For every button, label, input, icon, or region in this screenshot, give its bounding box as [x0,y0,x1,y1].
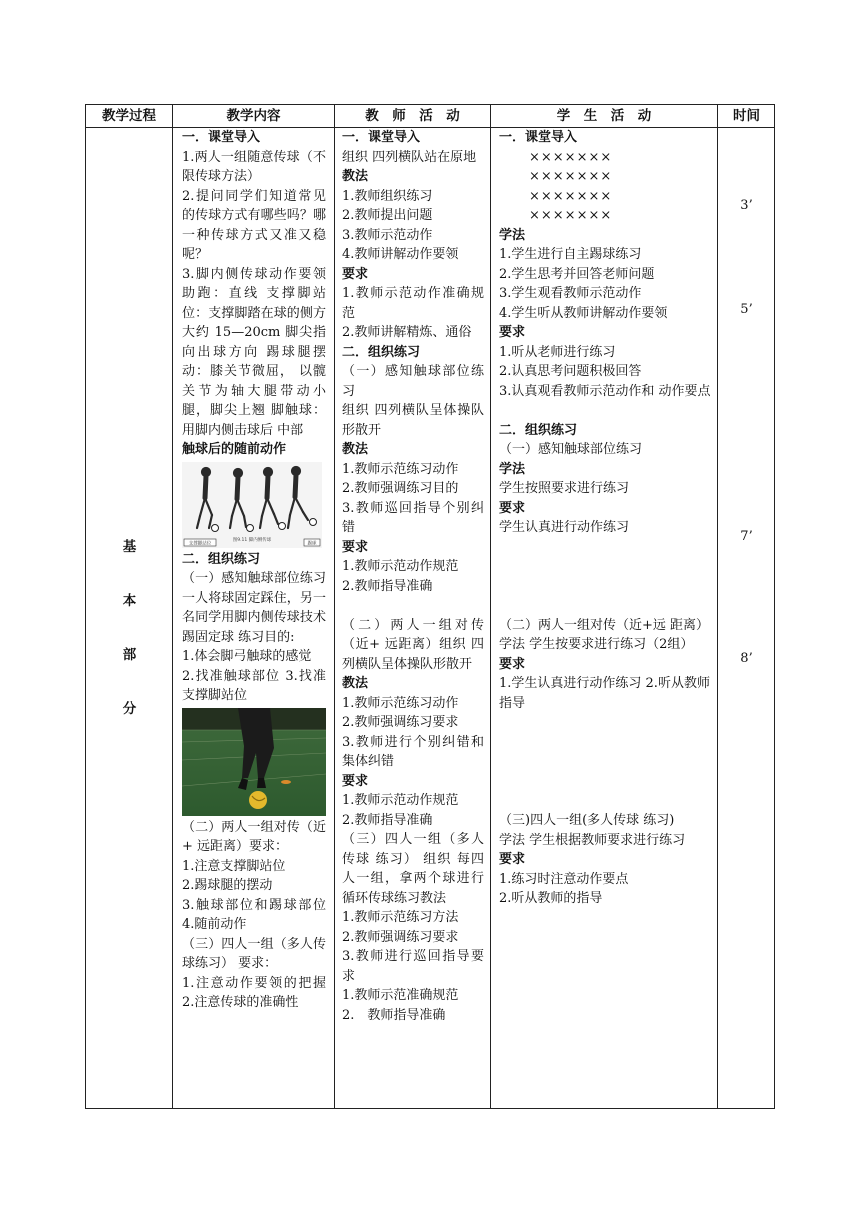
teacher-subheading: 要求 [342,266,369,282]
teacher-subheading: 教法 [342,169,369,184]
section-label-char: 基 [122,539,137,555]
teacher-subheading: 教法 [342,676,369,691]
student-column [499,128,711,909]
teacher-line: （一）感知触球部位练习 [342,364,484,399]
passing-sequence-figure [182,462,322,548]
teacher-line: 1.教师示范动作准确规范 [342,286,484,321]
student-subheading: 学法 [499,227,526,243]
teacher-line: 1.教师示范练习动作 [342,461,459,477]
formation-row: ××××××× [529,169,613,184]
teacher-line: 3.教师巡回指导个别纠错 [342,500,484,535]
teacher-line: 1.教师示范动作规范 [342,793,459,808]
student-line: 学法 学生根据教师要求进行练习 [499,832,686,848]
formation-row: ××××××× [529,188,613,204]
time-value: 7’ [740,529,753,544]
content-line: （一）感知触球部位练习 一人将球固定踩住，另一 名同学用脚内侧传球技术 踢固定球 练习目的: [182,571,326,645]
student-line: 3.认真观看教师示范动作和 动作要点 [499,383,711,399]
teacher-line: 3.教师进行个别纠错和集体纠错 [342,734,484,769]
teacher-line: 3.教师进行巡回指导要求 [342,949,484,984]
figure-caption: 图9.11 脚内侧传球 [232,537,272,543]
content-line: 2.找准触球部位 3.找准支撑脚站位 [182,668,326,703]
student-line: 1.学生进行自主踢球练习 [499,247,642,262]
teacher-line: 1.教师示范准确规范 [342,988,459,1003]
header-teacher: 教 师 活 动 [365,108,460,124]
teacher-line: 2.教师强调练习要求 [342,715,459,730]
header-student: 学 生 活 动 [556,108,652,124]
student-line: （二）两人一组对传（近+远 距离） [499,617,710,633]
teacher-subheading: 要求 [342,539,369,555]
content-heading: 一．课堂导入 [182,130,261,145]
teacher-line: 3.教师示范动作 [342,227,433,243]
figure-tag-left: 支撑脚站位 [188,541,212,546]
time-value: 3’ [740,198,753,213]
content-line: 2.踢球腿的摆动 [182,878,273,893]
teacher-subheading: 教法 [342,442,369,457]
content-line: （二）两人一组对传（近+ 远距离）要求： [182,819,326,854]
student-line: 学法 学生按要求进行练习（2组） [499,637,694,652]
student-line: 2.听从教师的指导 [499,891,603,906]
student-subheading: 学法 [499,461,526,477]
teacher-line: 2.教师讲解精炼、通俗 [342,325,472,340]
teacher-line: （二）两人一组对传（近+ 远距离）组织 四列横队呈体操队形散开 [342,617,484,672]
student-line: 2.认真思考问题积极回答 [499,364,642,379]
student-line: 学生按照要求进行练习 [499,481,630,496]
formation-row: ××××××× [529,208,613,223]
teacher-line: 4.教师讲解动作要领 [342,247,459,262]
content-line: 1.两人一组随意传球（不限传球方法） [182,149,326,184]
teacher-subheading: 要求 [342,773,369,789]
teacher-heading: 二．组织练习 [342,344,421,360]
content-line: 1.注意支撑脚站位 [182,858,286,874]
content-heading: 二．组织练习 [182,551,261,567]
teacher-line: 2. 教师指导准确 [342,1007,446,1023]
student-line: 1.练习时注意动作要点 [499,871,629,887]
header-time: 时间 [733,108,760,124]
teacher-line: 1.教师示范练习动作 [342,695,459,711]
figure-tag-right: 踢球 [307,541,317,546]
student-line: 4.学生听从教师讲解动作要领 [499,305,668,321]
content-line: 3.触球部位和踢球部位 4.随前动作 [182,897,326,932]
teacher-heading: 一．课堂导入 [342,130,421,145]
time-value: 5’ [740,302,753,317]
student-subheading: 要求 [499,656,526,672]
teacher-column [342,128,484,1025]
section-label-char: 分 [122,701,137,717]
section-label-char: 本 [122,593,137,609]
content-line: 2.提问同学们知道常见 的传球方式有哪些吗？哪 一种传球方式又准又稳呢？ [182,188,326,262]
time-value: 8’ [740,651,753,666]
content-line: 1.体会脚弓触球的感觉 [182,649,312,664]
content-line: 1.注意动作要领的把握 2.注意传球的准确性 [182,975,326,1010]
teacher-line: 1.教师示范动作规范 [342,559,459,574]
section-label-char: 部 [122,647,137,663]
teacher-line: （三）四人一组（多人传球 练习） 组织 每四人一组，拿两个球进行 循环传球练习教法 [342,832,484,906]
header-process: 教学过程 [102,108,156,124]
student-subheading: 要求 [499,325,526,340]
student-spacer [499,401,711,421]
student-subheading: 要求 [499,852,526,867]
student-line: 1.听从老师进行练习 [499,344,616,360]
column-divider [334,105,335,1108]
teacher-line: 组织 四列横队呈体操队形散开 [342,403,484,438]
student-line: 1.学生认真进行动作练习 2.听从教师指导 [499,676,710,711]
teacher-line: 1.教师组织练习 [342,188,433,204]
teacher-line: 2.教师强调练习要求 [342,929,459,945]
football-practice-photo [182,708,326,816]
student-line: 2.学生思考并回答老师问题 [499,266,655,282]
student-line: 3.学生观看教师示范动作 [499,286,642,301]
content-line: 3.脚内侧传球动作要领 助跑：直线 支撑脚站位：支撑脚踏在球的侧方大约 15—20cm 脚尖指向出球方向 踢球腿摆动：膝关节微屈， 以髋关节为轴大腿带动小 腿，脚尖上翘 脚触球：用脚内侧击球后 中部 [182,266,326,438]
student-heading: 二．组织练习 [499,422,578,438]
formation-row: ××××××× [529,149,613,165]
column-divider [490,105,491,1108]
content-subheading: 触球后的随前动作 [182,442,287,457]
teacher-line: 1.教师示范练习方法 [342,910,459,925]
student-line: （一）感知触球部位练习 [499,442,643,457]
student-heading: 一．课堂导入 [499,130,578,145]
content-line: （三）四人一组（多人传 球练习） 要求： [182,936,326,971]
teacher-line: 2.教师提出问题 [342,208,433,223]
teacher-line: 组织 四列横队站在原地 [342,149,477,165]
teacher-spacer [342,596,484,616]
header-content: 教学内容 [226,108,281,124]
teacher-line: 2.教师强调练习目的 [342,481,459,496]
column-divider [717,105,718,1108]
student-gap [499,713,711,811]
student-line: （三)四人一组(多人传球 练习) [499,813,675,828]
lesson-plan-table [85,104,775,1109]
student-gap [499,538,711,616]
student-line: 学生认真进行动作练习 [499,520,630,535]
student-subheading: 要求 [499,500,526,516]
content-column [182,128,326,1013]
teacher-line: 2.教师指导准确 [342,578,433,594]
teacher-line: 2.教师指导准确 [342,812,433,828]
